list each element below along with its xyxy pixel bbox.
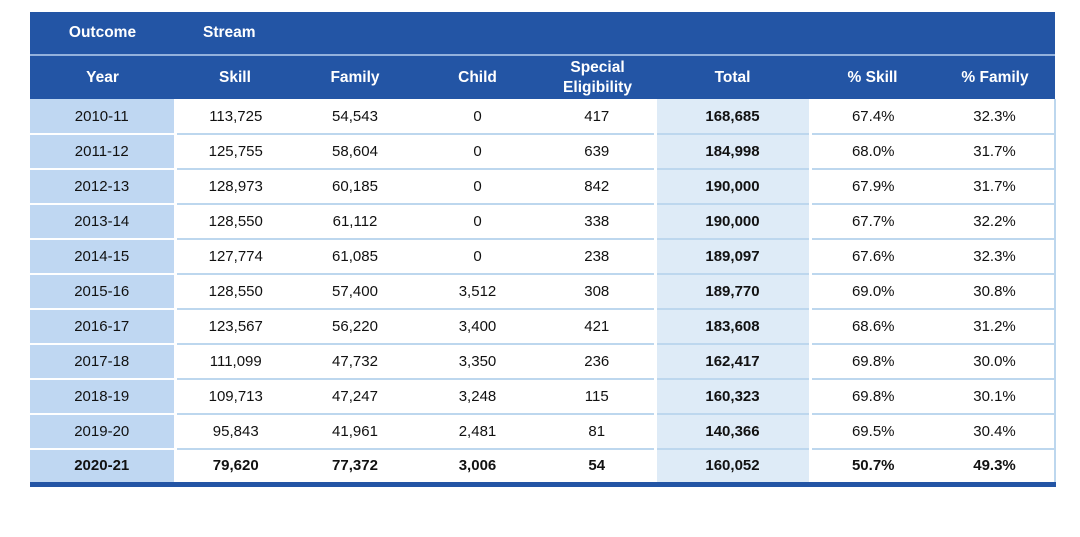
migration-outcomes-table (30, 12, 1056, 487)
cell-skill: 109,713 (175, 379, 295, 414)
cell-child: 0 (415, 169, 540, 204)
cell-family: 61,085 (295, 239, 415, 274)
cell-year: 2011-12 (30, 134, 175, 169)
table-container (30, 12, 1055, 487)
cell-special-eligibility: 81 (540, 414, 655, 449)
table-row (30, 239, 1055, 274)
table-row (30, 414, 1055, 449)
cell-pct-family: 49.3% (935, 449, 1055, 484)
cell-child: 3,350 (415, 344, 540, 379)
cell-child: 3,512 (415, 274, 540, 309)
table-row (30, 204, 1055, 239)
table-row (30, 134, 1055, 169)
cell-pct-skill: 69.8% (810, 379, 935, 414)
cell-total: 184,998 (655, 134, 810, 169)
cell-total: 140,366 (655, 414, 810, 449)
cell-family: 60,185 (295, 169, 415, 204)
column-header-special-eligibility: Special Eligibility (540, 55, 655, 99)
cell-child: 3,006 (415, 449, 540, 484)
cell-family: 58,604 (295, 134, 415, 169)
cell-skill: 79,620 (175, 449, 295, 484)
cell-year: 2017-18 (30, 344, 175, 379)
cell-pct-family: 32.2% (935, 204, 1055, 239)
cell-family: 47,247 (295, 379, 415, 414)
cell-year: 2015-16 (30, 274, 175, 309)
cell-pct-skill: 68.6% (810, 309, 935, 344)
cell-year: 2016-17 (30, 309, 175, 344)
table-row (30, 379, 1055, 414)
header-stream: Stream (175, 12, 1055, 55)
cell-special-eligibility: 236 (540, 344, 655, 379)
cell-pct-skill: 69.5% (810, 414, 935, 449)
cell-year: 2020-21 (30, 449, 175, 484)
cell-pct-family: 31.2% (935, 309, 1055, 344)
cell-special-eligibility: 238 (540, 239, 655, 274)
cell-pct-skill: 67.7% (810, 204, 935, 239)
cell-special-eligibility: 421 (540, 309, 655, 344)
cell-family: 77,372 (295, 449, 415, 484)
cell-pct-skill: 69.0% (810, 274, 935, 309)
column-header-pct-skill: % Skill (810, 55, 935, 99)
cell-child: 3,248 (415, 379, 540, 414)
cell-skill: 111,099 (175, 344, 295, 379)
cell-special-eligibility: 338 (540, 204, 655, 239)
cell-family: 56,220 (295, 309, 415, 344)
table-row (30, 169, 1055, 204)
cell-year: 2019-20 (30, 414, 175, 449)
table-header (30, 12, 1055, 99)
cell-total: 183,608 (655, 309, 810, 344)
cell-skill: 128,973 (175, 169, 295, 204)
cell-child: 2,481 (415, 414, 540, 449)
cell-pct-skill: 68.0% (810, 134, 935, 169)
cell-skill: 123,567 (175, 309, 295, 344)
header-columns-row (30, 55, 1055, 99)
cell-child: 0 (415, 134, 540, 169)
column-header-pct-family: % Family (935, 55, 1055, 99)
cell-pct-skill: 67.6% (810, 239, 935, 274)
cell-pct-family: 30.0% (935, 344, 1055, 379)
cell-total: 162,417 (655, 344, 810, 379)
cell-pct-family: 30.8% (935, 274, 1055, 309)
cell-special-eligibility: 842 (540, 169, 655, 204)
cell-total: 189,097 (655, 239, 810, 274)
table-row (30, 344, 1055, 379)
cell-special-eligibility: 115 (540, 379, 655, 414)
cell-pct-family: 32.3% (935, 239, 1055, 274)
cell-year: 2010-11 (30, 99, 175, 134)
cell-special-eligibility: 417 (540, 99, 655, 134)
cell-skill: 113,725 (175, 99, 295, 134)
cell-pct-family: 32.3% (935, 99, 1055, 134)
cell-family: 57,400 (295, 274, 415, 309)
cell-pct-skill: 69.8% (810, 344, 935, 379)
cell-pct-family: 31.7% (935, 134, 1055, 169)
column-header-family: Family (295, 55, 415, 99)
table-row (30, 309, 1055, 344)
column-header-year: Year (30, 55, 175, 99)
cell-skill: 128,550 (175, 274, 295, 309)
cell-skill: 127,774 (175, 239, 295, 274)
cell-year: 2018-19 (30, 379, 175, 414)
cell-pct-skill: 67.9% (810, 169, 935, 204)
cell-total: 190,000 (655, 169, 810, 204)
table-row (30, 449, 1055, 484)
cell-year: 2012-13 (30, 169, 175, 204)
column-header-skill: Skill (175, 55, 295, 99)
cell-pct-skill: 67.4% (810, 99, 935, 134)
table-row (30, 99, 1055, 134)
cell-year: 2014-15 (30, 239, 175, 274)
cell-total: 160,323 (655, 379, 810, 414)
cell-total: 168,685 (655, 99, 810, 134)
cell-skill: 125,755 (175, 134, 295, 169)
cell-total: 190,000 (655, 204, 810, 239)
cell-skill: 95,843 (175, 414, 295, 449)
header-group-row (30, 12, 1055, 55)
table-row (30, 274, 1055, 309)
cell-child: 3,400 (415, 309, 540, 344)
cell-child: 0 (415, 204, 540, 239)
column-header-child: Child (415, 55, 540, 99)
cell-child: 0 (415, 239, 540, 274)
cell-child: 0 (415, 99, 540, 134)
cell-family: 41,961 (295, 414, 415, 449)
table-body (30, 99, 1055, 484)
cell-year: 2013-14 (30, 204, 175, 239)
cell-pct-family: 30.4% (935, 414, 1055, 449)
column-header-total: Total (655, 55, 810, 99)
cell-total: 189,770 (655, 274, 810, 309)
cell-family: 54,543 (295, 99, 415, 134)
cell-pct-family: 31.7% (935, 169, 1055, 204)
cell-family: 47,732 (295, 344, 415, 379)
cell-total: 160,052 (655, 449, 810, 484)
cell-pct-family: 30.1% (935, 379, 1055, 414)
cell-skill: 128,550 (175, 204, 295, 239)
cell-special-eligibility: 308 (540, 274, 655, 309)
header-outcome: Outcome (30, 12, 175, 55)
cell-special-eligibility: 54 (540, 449, 655, 484)
cell-pct-skill: 50.7% (810, 449, 935, 484)
cell-special-eligibility: 639 (540, 134, 655, 169)
cell-family: 61,112 (295, 204, 415, 239)
